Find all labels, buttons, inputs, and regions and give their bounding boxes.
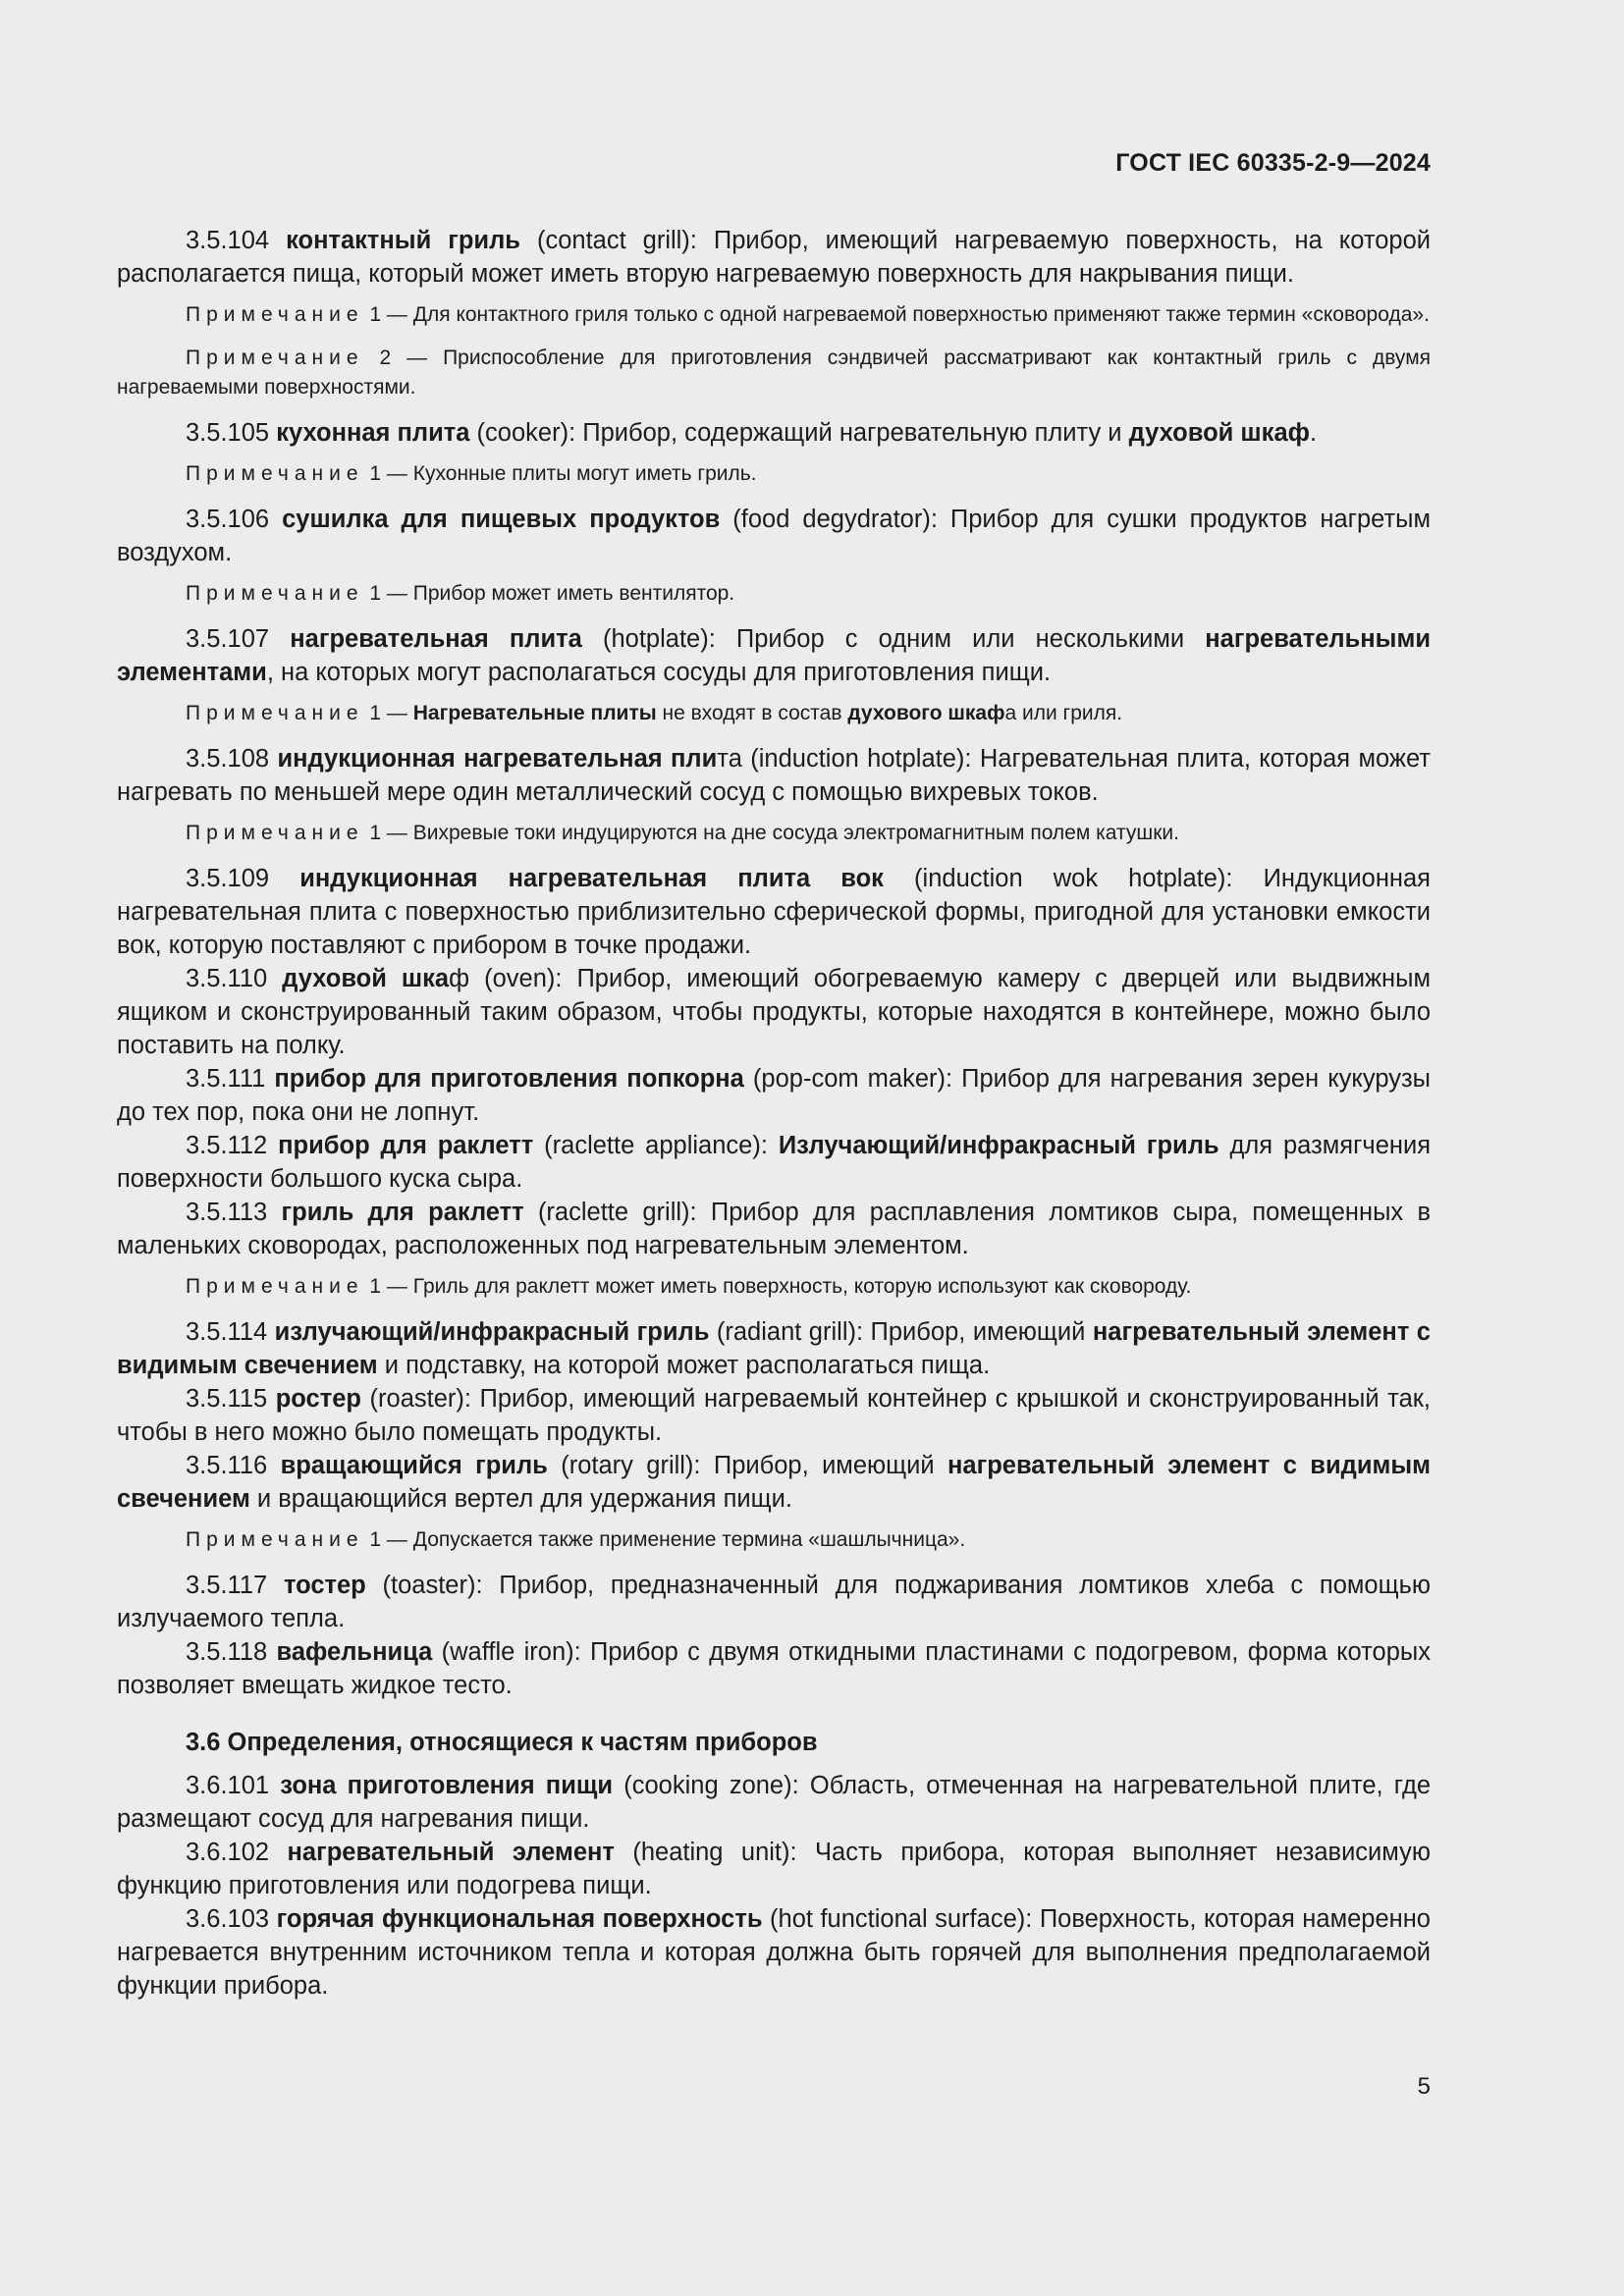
note-label: Примечание (186, 1528, 364, 1551)
clause-number: 3.5.108 (186, 745, 270, 773)
term-bold: духовой шка (282, 965, 450, 992)
text-run: (raclette grill): Прибор для расплавления ломтиков сыра, помещенных в маленьких сковородах, расположенных под нагревательным элементом. (117, 1199, 1432, 1259)
term-bold: зона приготовления пищи (280, 1772, 614, 1799)
definition-3.5.113 (117, 1196, 1431, 1262)
definition-3.6.102 (117, 1836, 1431, 1902)
term-bold: духовой шкаф (1128, 419, 1310, 447)
text-run: (waffle iron): Прибор с двумя откидными пластинами с подогревом, форма которых позволяет вмещать жидкое тесто. (117, 1638, 1431, 1699)
term-bold: тостер (283, 1572, 366, 1599)
clause-number: 3.5.114 (186, 1318, 268, 1346)
term-bold: нагревательный элемент с видимым свечением (117, 1318, 1431, 1379)
note (117, 1525, 1431, 1555)
note (117, 344, 1431, 402)
note-label: Примечание (186, 303, 364, 326)
text-run: для размягчения поверхности большого куска сыра. (117, 1132, 1432, 1193)
definition-3.5.106 (117, 503, 1431, 569)
note-separator: — (381, 462, 413, 485)
text-run: (pop-com maker): Прибор для нагревания зерен кукурузы до тех пор, пока они не лопнут. (117, 1065, 1431, 1126)
text-run: (heating unit): Часть прибора, которая выполняет независимую функцию приготовления или подогрева пищи. (117, 1839, 1431, 1899)
term-bold: кухонная плита (276, 419, 470, 447)
note (117, 579, 1431, 609)
section-title: 3.6 Определения, относящиеся к частям приборов (186, 1729, 818, 1756)
term-bold: нагревательный элемент (287, 1839, 615, 1866)
definition-3.5.117 (117, 1569, 1431, 1635)
note-separator: — (381, 702, 413, 724)
term-bold: излучающий/инфракрасный гриль (274, 1318, 710, 1346)
note-number: 1 (369, 303, 382, 326)
clause-number: 3.5.109 (186, 865, 270, 892)
note (117, 699, 1431, 728)
term-bold: сушилка для пищевых продуктов (282, 506, 721, 533)
text-run: и вращающийся вертел для удержания пищи. (249, 1485, 792, 1513)
definition-3.5.105 (117, 416, 1431, 450)
term-bold: ростер (275, 1385, 361, 1413)
clause-number: 3.5.106 (186, 506, 270, 533)
note-number: 1 (369, 1528, 382, 1551)
definition-3.5.111 (117, 1062, 1431, 1129)
document-header: ГОСТ IEC 60335-2-9—2024 (1115, 149, 1431, 177)
definition-3.5.114 (117, 1315, 1431, 1382)
definition-3.5.109 (117, 862, 1431, 962)
clause-number: 3.5.115 (186, 1385, 268, 1413)
note-separator: — (381, 822, 413, 844)
text-run: . (1309, 419, 1318, 447)
note-separator: — (381, 1528, 413, 1551)
text-run: (induction wok hotplate): Индукционная нагревательная плита с поверхностью приблизительно сферической формы, пригодной для установки емкости вок, которую поставляют с прибором в точке продажи. (117, 865, 1431, 959)
term-bold: гриль для раклетт (281, 1199, 524, 1226)
note (117, 459, 1431, 489)
text-run: Гриль для раклетт может иметь поверхность, которую используют как сковороду. (412, 1275, 1192, 1298)
note-number: 1 (369, 822, 382, 844)
text-run: Вихревые токи индуцируются на дне сосуда электромагнитным полем катушки. (412, 822, 1179, 844)
clause-number: 3.5.116 (186, 1452, 268, 1479)
text-run: (radiant grill): Прибор, имеющий (709, 1318, 1093, 1346)
text-run: , на которых могут располагаться сосуды для приготовления пищи. (266, 659, 1052, 686)
term-bold: прибор для приготовления попкорна (274, 1065, 744, 1093)
text-run: (hotplate): Прибор с одним или несколькими (581, 625, 1206, 653)
definition-3.5.104 (117, 224, 1431, 291)
definition-3.6.101 (117, 1769, 1431, 1836)
note-number: 1 (369, 582, 382, 605)
note-label: Примечание (186, 347, 364, 369)
clause-number: 3.5.105 (186, 419, 270, 447)
term-bold: нагревательная плита (290, 625, 582, 653)
text-run: (cooker): Прибор, содержащий нагревательную плиту и (469, 419, 1129, 447)
text-run: Для контактного гриля только с одной нагреваемой поверхностью применяют также термин «сковорода». (412, 303, 1430, 326)
document-body (117, 224, 1431, 2002)
note-number: 2 (379, 347, 392, 369)
clause-number: 3.5.110 (186, 965, 268, 992)
text-run: (contact grill): Прибор, имеющий нагреваемую поверхность, на которой располагается пища, который может иметь вторую нагреваемую поверхность для накрывания пищи. (117, 227, 1431, 288)
text-run: а или гриля. (1004, 702, 1123, 724)
note-number: 1 (369, 462, 382, 485)
note-separator: — (381, 582, 413, 605)
text-run: (cooking zone): Область, отмеченная на нагревательной плите, где размещают сосуд для нагревания пищи. (117, 1772, 1432, 1833)
text-run: и подставку, на которой может располагаться пища. (377, 1352, 991, 1379)
text-run: не входят в состав (656, 702, 848, 724)
text-run: Прибор может иметь вентилятор. (412, 582, 735, 605)
definition-3.5.112 (117, 1129, 1431, 1196)
term-bold: вращающийся гриль (280, 1452, 548, 1479)
note (117, 1272, 1431, 1302)
definition-3.5.116 (117, 1449, 1431, 1516)
text-run: (raclette appliance): (533, 1132, 779, 1159)
clause-number: 3.5.111 (186, 1065, 266, 1093)
text-run: Приспособление для приготовления сэндвичей рассматривают как контактный гриль с двумя нагреваемыми поверхностями. (117, 347, 1431, 399)
text-run: та (induction hotplate): Нагревательная плита, которая может нагревать по меньшей мере один металлический сосуд с помощью вихревых токов. (117, 745, 1431, 806)
text-run: Кухонные плиты могут иметь гриль. (412, 462, 757, 485)
note-separator: — (381, 303, 413, 326)
clause-number: 3.5.113 (186, 1199, 268, 1226)
note-separator: — (381, 1275, 413, 1298)
clause-number: 3.6.103 (186, 1905, 270, 1933)
term-bold: нагревательный элемент с видимым свечением (117, 1452, 1431, 1513)
text-run: (roaster): Прибор, имеющий нагреваемый контейнер с крышкой и сконструированный так, чтобы в него можно было помещать продукты. (117, 1385, 1431, 1446)
note-label: Примечание (186, 822, 364, 844)
text-run: (rotary grill): Прибор, имеющий (547, 1452, 947, 1479)
term-bold: вафельница (276, 1638, 433, 1666)
text-run: (food degydrator): Прибор для сушки продуктов нагретым воздухом. (117, 506, 1431, 566)
note-label: Примечание (186, 702, 364, 724)
clause-number: 3.6.102 (186, 1839, 270, 1866)
note (117, 819, 1431, 848)
clause-number: 3.5.112 (186, 1132, 268, 1159)
page-number: 5 (1417, 2073, 1431, 2100)
text-run: (toaster): Прибор, предназначенный для поджаривания ломтиков хлеба с помощью излучаемого тепла. (117, 1572, 1431, 1632)
note-number: 1 (369, 702, 382, 724)
clause-number: 3.5.117 (186, 1572, 268, 1599)
definition-3.5.118 (117, 1635, 1431, 1702)
definition-3.5.108 (117, 742, 1431, 809)
note-label: Примечание (186, 1275, 364, 1298)
text-run: Допускается также применение термина «шашлычница». (412, 1528, 966, 1551)
term-bold: индукционная нагревательная пли (277, 745, 718, 773)
definition-3.5.115 (117, 1382, 1431, 1449)
text-run: ф (oven): Прибор, имеющий обогреваемую камеру с дверцей или выдвижным ящиком и сконструированный таким образом, чтобы продукты, которые находятся в контейнере, можно было поставить на полку. (117, 965, 1431, 1059)
term-bold: горячая функциональная поверхность (276, 1905, 763, 1933)
note (117, 300, 1431, 330)
term-bold: Нагревательные плиты (412, 702, 657, 724)
clause-number: 3.5.104 (186, 227, 270, 254)
term-bold: контактный гриль (286, 227, 520, 254)
term-bold: прибор для раклетт (278, 1132, 534, 1159)
definition-3.5.110 (117, 962, 1431, 1062)
definition-3.6.103 (117, 1902, 1431, 2002)
note-separator: — (391, 347, 444, 369)
clause-number: 3.5.107 (186, 625, 270, 653)
definition-3.5.107 (117, 622, 1431, 689)
clause-number: 3.5.118 (186, 1638, 268, 1666)
note-label: Примечание (186, 462, 364, 485)
term-bold: духового шкаф (847, 702, 1005, 724)
note-label: Примечание (186, 582, 364, 605)
term-bold: Излучающий/инфракрасный гриль (778, 1132, 1219, 1159)
clause-number: 3.6.101 (186, 1772, 270, 1799)
term-bold: нагревательными элементами (117, 625, 1431, 686)
note-number: 1 (369, 1275, 382, 1298)
text-run: (hot functional surface): Поверхность, которая намеренно нагревается внутренним источником тепла и которая должна быть горячей для выполнения предполагаемой функции прибора. (117, 1905, 1431, 2000)
term-bold: индукционная нагревательная плита вок (299, 865, 884, 892)
